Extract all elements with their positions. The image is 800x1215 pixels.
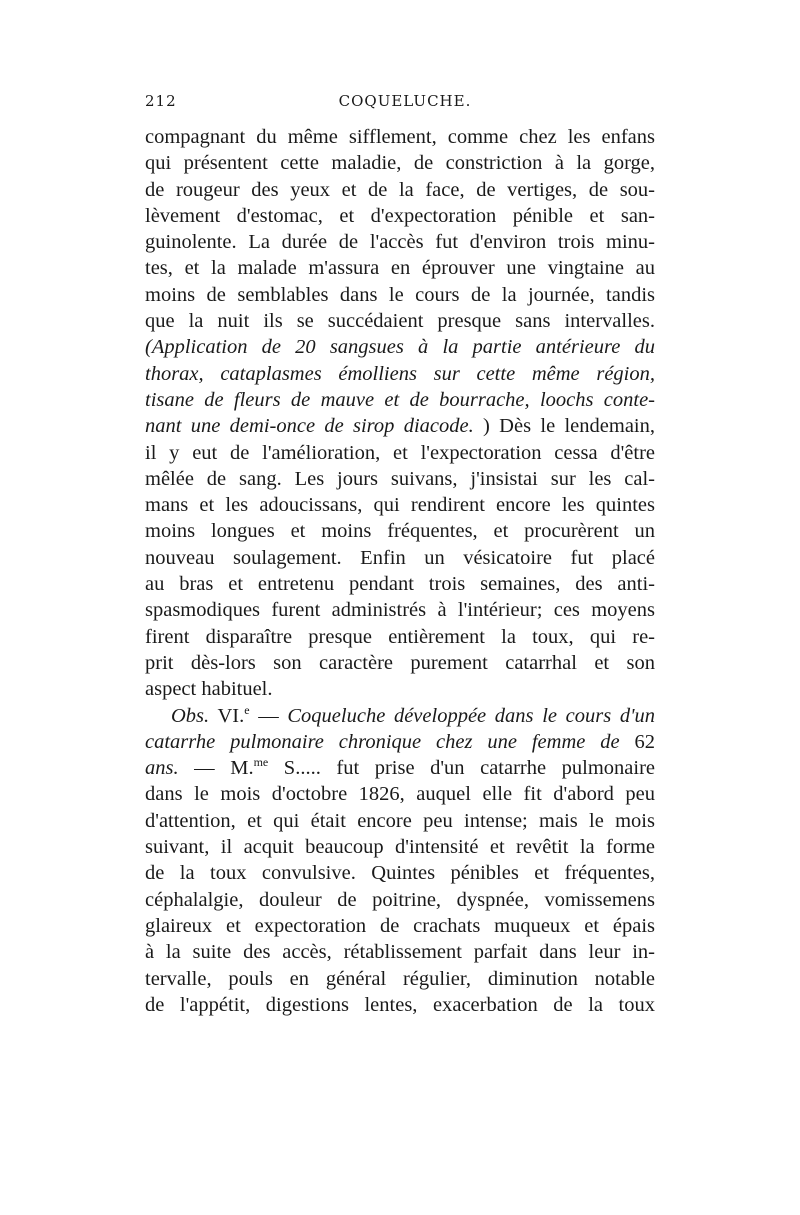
observation-heading-line <box>145 703 655 729</box>
text-line: d'attention, et qui était encore peu intense; mais le mois <box>145 809 655 832</box>
obs-dash: — <box>249 704 288 727</box>
text-line: lèvement d'estomac, et d'expectoration pénible et san- <box>145 204 655 227</box>
text-line-italic: thorax, cataplasmes émolliens sur cette même région, <box>145 362 655 385</box>
text-line: qui présentent cette maladie, de constriction à la gorge, <box>145 152 655 175</box>
text-line: de rougeur des yeux et de la face, de vertiges, de sou- <box>145 178 655 201</box>
text-line: mans et les adoucissans, qui rendirent encore les quintes <box>145 494 655 517</box>
text-line: spasmodiques furent administrés à l'intérieur; ces moyens <box>145 599 655 622</box>
text-line: suivant, il acquit beaucoup d'intensité et revêtit la forme <box>145 836 655 859</box>
text-line: que la nuit ils se succédaient presque sans intervalles. <box>145 310 655 333</box>
obs-title-end: ans. <box>145 757 179 780</box>
obs-title: Coqueluche développée dans le cours d'un <box>287 704 655 727</box>
text-line: céphalalgie, douleur de poitrine, dyspnée, vomissemens <box>145 888 655 911</box>
body-text <box>145 124 655 1018</box>
roman-run: ) Dès le lendemain, <box>483 415 655 438</box>
text-line: dans le mois d'octobre 1826, auquel elle fit d'abord peu <box>145 783 655 806</box>
running-title: COQUELUCHE. <box>338 92 472 110</box>
text-line: de l'appétit, digestions lentes, exacerbation de la toux <box>145 993 655 1016</box>
running-head <box>145 92 665 114</box>
text-line-italic: tisane de fleurs de mauve et de bourrache, loochs conte- <box>145 388 655 411</box>
text-line: firent disparaître presque entièrement la toux, qui re- <box>145 625 655 648</box>
obs-title-cont: catarrhe pulmonaire chronique chez une femme de <box>145 730 620 753</box>
obs-number: VI. <box>209 704 245 727</box>
text-line: aspect habituel. <box>145 678 273 701</box>
text-line: au bras et entretenu pendant trois semaines, des anti- <box>145 573 655 596</box>
text-line: glaireux et expectoration de crachats muqueux et épais <box>145 914 655 937</box>
text-line-mixed <box>145 413 655 439</box>
text-line: compagnant du même sifflement, comme chez les enfans <box>145 126 655 148</box>
title-sup: me <box>253 755 269 770</box>
text-line: à la suite des accès, rétablissement parfait dans leur in- <box>145 941 655 964</box>
text-line: moins de semblables dans le cours de la journée, tandis <box>145 283 655 306</box>
text-line: moins longues et moins fréquentes, et procurèrent un <box>145 520 655 543</box>
obs-label: Obs. <box>171 704 210 727</box>
roman-run: — M. <box>178 757 254 780</box>
text-line: prit dès-lors son caractère purement catarrhal et son <box>145 651 655 674</box>
roman-run: S..... fut prise d'un catarrhe pulmonaire <box>268 757 656 780</box>
text-line-mixed <box>145 755 655 781</box>
text-line: il y eut de l'amélioration, et l'expectoration cessa d'être <box>145 441 655 464</box>
observation-title-line <box>145 729 655 755</box>
text-line-italic: (Application de 20 sangsues à la partie antérieure du <box>145 336 655 359</box>
text-line: tes, et la malade m'assura en éprouver une vingtaine au <box>145 257 655 280</box>
page-number: 212 <box>145 92 177 110</box>
text-line: guinolente. La durée de l'accès fut d'environ trois minu- <box>145 231 655 254</box>
text-line: mêlée de sang. Les jours suivans, j'insistai sur les cal- <box>145 467 655 490</box>
text-line: tervalle, pouls en général régulier, diminution notable <box>145 967 655 990</box>
obs-age: 62 <box>619 730 656 753</box>
obs-number-sup: e <box>244 702 250 717</box>
italic-run: nant une demi-once de sirop diacode. <box>145 415 474 438</box>
text-line: de la toux convulsive. Quintes pénibles et fréquentes, <box>145 862 655 885</box>
text-line: nouveau soulagement. Enfin un vésicatoire fut placé <box>145 546 655 569</box>
